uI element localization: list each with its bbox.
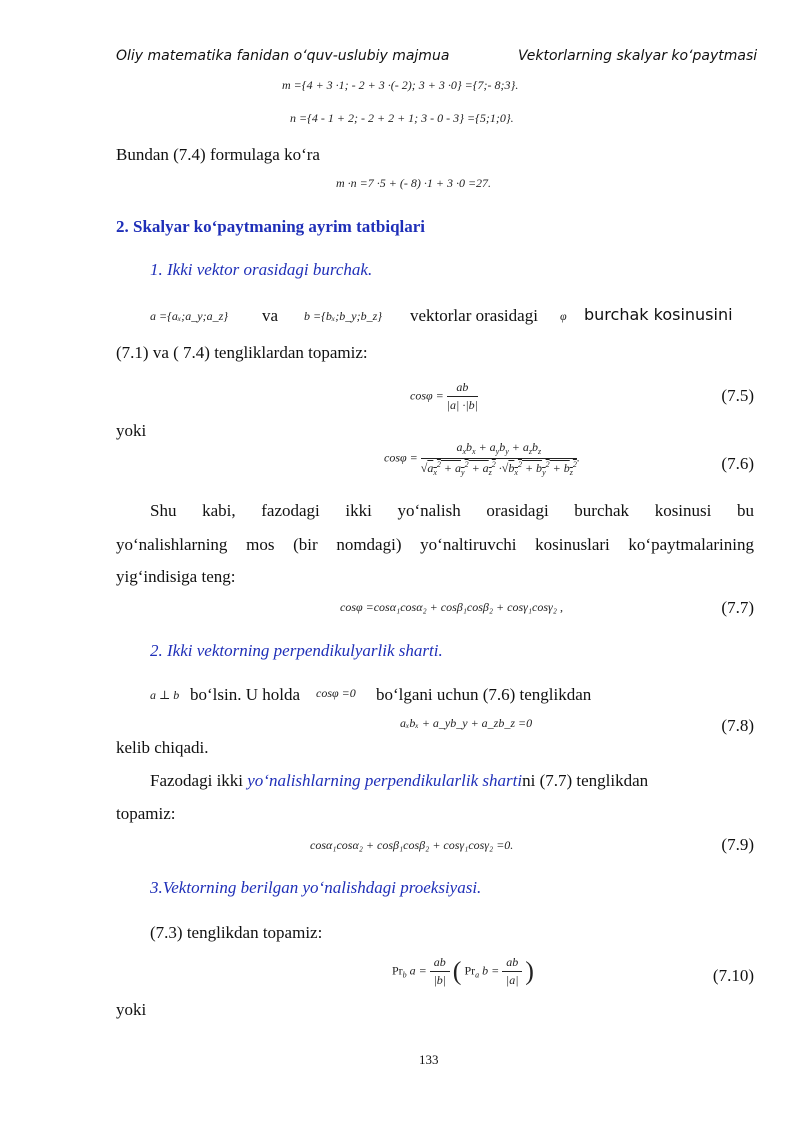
cos-zero: cosφ =0 <box>316 686 356 700</box>
text-7-3-tenglikdan: (7.3) tenglikdan topamiz: <box>150 923 323 942</box>
header-left: Oliy matematika fanidan o‘quv-uslubiy majmua <box>116 48 450 64</box>
section-title: 2. Skalyar ko‘paytmaning ayrim tatbiqlari <box>116 217 426 236</box>
fraction-7-6 <box>421 440 577 477</box>
formula-n: n ={4 - 1 + 2; - 2 + 2 + 1; 3 - 0 - 3} ={5;1;0}. <box>290 111 514 125</box>
denominator: |b| <box>433 973 447 987</box>
fraction-7-10-b <box>502 955 522 988</box>
fazodagi-link: yo‘nalishlarning perpendikularlik sharti <box>247 771 523 790</box>
eq-number-7-7: (7.7) <box>721 598 754 617</box>
formula-m: m ={4 + 3 ·1; - 2 + 3 ·(- 2); 3 + 3 ·0} ={7;- 8;3}. <box>282 78 519 92</box>
subsection-1: 1. Ikki vektor orasidagi burchak. <box>150 260 373 279</box>
numerator: ab <box>502 955 522 972</box>
text-yoki-1: yoki <box>116 421 147 440</box>
a-perp-b: a ⊥ b <box>150 688 180 702</box>
header-right: Vektorlarning skalyar ko‘paytmasi <box>518 48 758 64</box>
formula-7-9: cosα₁cosα₂ + cosβ₁cosβ₂ + cosγ₁cosγ₂ =0. <box>310 838 514 852</box>
cos-label: cosφ = <box>410 388 444 403</box>
eq-number-7-10: (7.10) <box>712 966 754 985</box>
text-topamiz: topamiz: <box>116 804 176 823</box>
cos-label: cosφ = <box>384 450 418 465</box>
page-number: 133 <box>419 1052 439 1067</box>
fraction-7-5 <box>447 380 478 413</box>
denominator: $√a_x^2 + a_y^2 + a_z^2 \cdot√b_x^2 + b_y^2 + b_z^2$ <box>420 460 577 477</box>
eq-number-7-6: (7.6) <box>721 454 754 473</box>
numerator: ab <box>430 955 450 972</box>
fazodagi-pre: Fazodagi ikki <box>150 771 248 790</box>
eq-number-7-8: (7.8) <box>721 716 754 735</box>
formula-7-5 <box>410 380 478 413</box>
phi-symbol: φ <box>560 309 567 323</box>
text-va: va <box>262 306 279 325</box>
text-kelib: kelib chiqadi. <box>116 738 209 757</box>
subsection-2: 2. Ikki vektorning perpendikulyarlik sharti. <box>150 641 443 660</box>
numerator: ab <box>447 380 478 397</box>
formula-7-8: aₓbₓ + a_yb_y + a_zb_z =0 <box>400 716 533 730</box>
vector-b: b ={bₓ;b_y;b_z} <box>304 309 383 323</box>
text-vektorlar-orasidagi: vektorlar orasidagi <box>410 306 538 325</box>
text-burchak-kosinusini: burchak kosinusini <box>584 305 733 324</box>
text-tengliklardan: (7.1) va ( 7.4) tengliklardan topamiz: <box>116 343 368 362</box>
denominator: |a| <box>505 973 519 987</box>
text-bolgani: bo‘lgani uchun (7.6) tenglikdan <box>376 685 592 704</box>
vector-a: a ={aₓ;a_y;a_z} <box>150 309 229 323</box>
formula-mn: m ·n =7 ·5 + (- 8) ·1 + 3 ·0 =27. <box>336 176 492 190</box>
eq-number-7-5: (7.5) <box>721 386 754 405</box>
text-yoki-2: yoki <box>116 1000 147 1019</box>
subsection-3: 3.Vektorning berilgan yo‘nalishdagi proeksiyasi. <box>150 878 482 897</box>
paragraph-line-1: Shu kabi, fazodagi ikki yo‘nalish orasidagi burchak kosinusi bu <box>150 501 754 520</box>
formula-7-6: cosφ = $\frac{a_xb_x + a_yb_y + a_zb_z}{√a_x^2 + a_y^2 + a_z^2 \cdot√b_x^2 + b_y^2 + b_z^2}$ . <box>384 440 580 477</box>
paragraph-line-3: yig‘indisiga teng: <box>116 567 236 586</box>
paragraph-line-2: yo‘nalishlarning mos (bir nomdagi) yo‘naltiruvchi kosinuslari ko‘paytmalarining <box>116 535 754 554</box>
numerator: $a_xb_x + a_yb_y + a_zb_z$ <box>421 440 577 459</box>
text-bundan: Bundan (7.4) formulaga ko‘ra <box>116 145 320 164</box>
denominator: |a| ·|b| <box>446 398 478 412</box>
fraction-7-10-a <box>430 955 450 988</box>
text-bolsin: bo‘lsin. U holda <box>190 685 301 704</box>
fazodagi-post: ni (7.7) tenglikdan <box>522 771 649 790</box>
formula-7-10: $Pr_b$ a = $\frac{ab}{|b|}$ ( $Pr_a$ b = $\frac{ab}{|a|}$ ) <box>392 955 534 987</box>
fazodagi-line <box>150 770 648 792</box>
formula-7-7: cosφ =cosα₁cosα₂ + cosβ₁cosβ₂ + cosγ₁cosγ₂ , <box>340 600 563 614</box>
eq-number-7-9: (7.9) <box>721 835 754 854</box>
